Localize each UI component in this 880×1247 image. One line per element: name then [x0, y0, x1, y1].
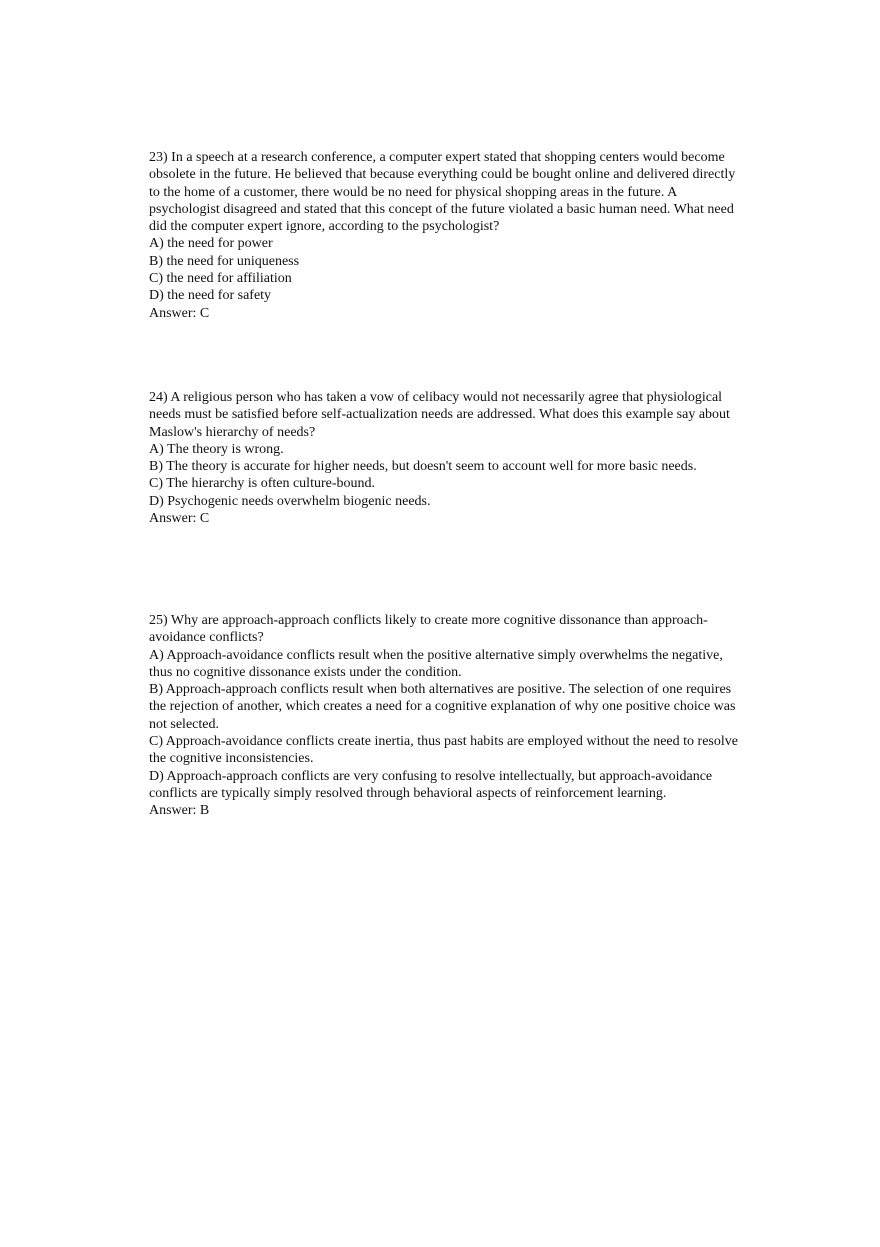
question-stem: 24) A religious person who has taken a vow of celibacy would not necessarily agree that physiological needs must be satisfied before self-actualization needs are addressed. What does this example say about Maslow's hierarchy of needs? — [149, 390, 730, 440]
option-a: A) The theory is wrong. — [149, 441, 284, 457]
option-b: B) The theory is accurate for higher needs, but doesn't seem to account well for more basic needs. — [149, 459, 697, 475]
option-d: D) Psychogenic needs overwhelm biogenic needs. — [149, 493, 431, 509]
option-d: D) Approach-approach conflicts are very confusing to resolve intellectually, but approach-avoidance conflicts are typically simply resolved through behavioral aspects of reinforcement learning. — [149, 768, 713, 801]
answer-line: Answer: C — [149, 511, 210, 527]
option-d: D) the need for safety — [149, 288, 272, 304]
option-b: B) Approach-approach conflicts result when both alternatives are positive. The selection of one requires the rejection of another, which creates a need for a cognitive explanation of why one positive choice was not selected. — [149, 682, 736, 732]
answer-line: Answer: B — [149, 803, 210, 819]
question-25 — [149, 612, 739, 820]
option-a: A) Approach-avoidance conflicts result when the positive alternative simply overwhelms the negative, thus no cognitive dissonance exists under the condition. — [149, 647, 723, 680]
option-c: C) Approach-avoidance conflicts create inertia, thus past habits are employed without the need to resolve the cognitive inconsistencies. — [149, 734, 738, 767]
question-stem: 25) Why are approach-approach conflicts likely to create more cognitive dissonance than approach-avoidance conflicts? — [149, 613, 708, 646]
option-c: C) the need for affiliation — [149, 271, 292, 287]
answer-line: Answer: C — [149, 305, 210, 321]
question-24 — [149, 389, 739, 527]
question-stem: 23) In a speech at a research conference, a computer expert stated that shopping centers would become obsolete in the future. He believed that because everything could be bought online and delivered directly to the home of a customer, there would be no need for physical shopping areas in the future. A psychologist disagreed and stated that this concept of the future violated a basic human need. What need did the computer expert ignore, according to the psychologist? — [149, 150, 736, 235]
option-a: A) the need for power — [149, 236, 273, 252]
question-23 — [149, 149, 739, 322]
option-b: B) the need for uniqueness — [149, 253, 300, 269]
option-c: C) The hierarchy is often culture-bound. — [149, 476, 376, 492]
